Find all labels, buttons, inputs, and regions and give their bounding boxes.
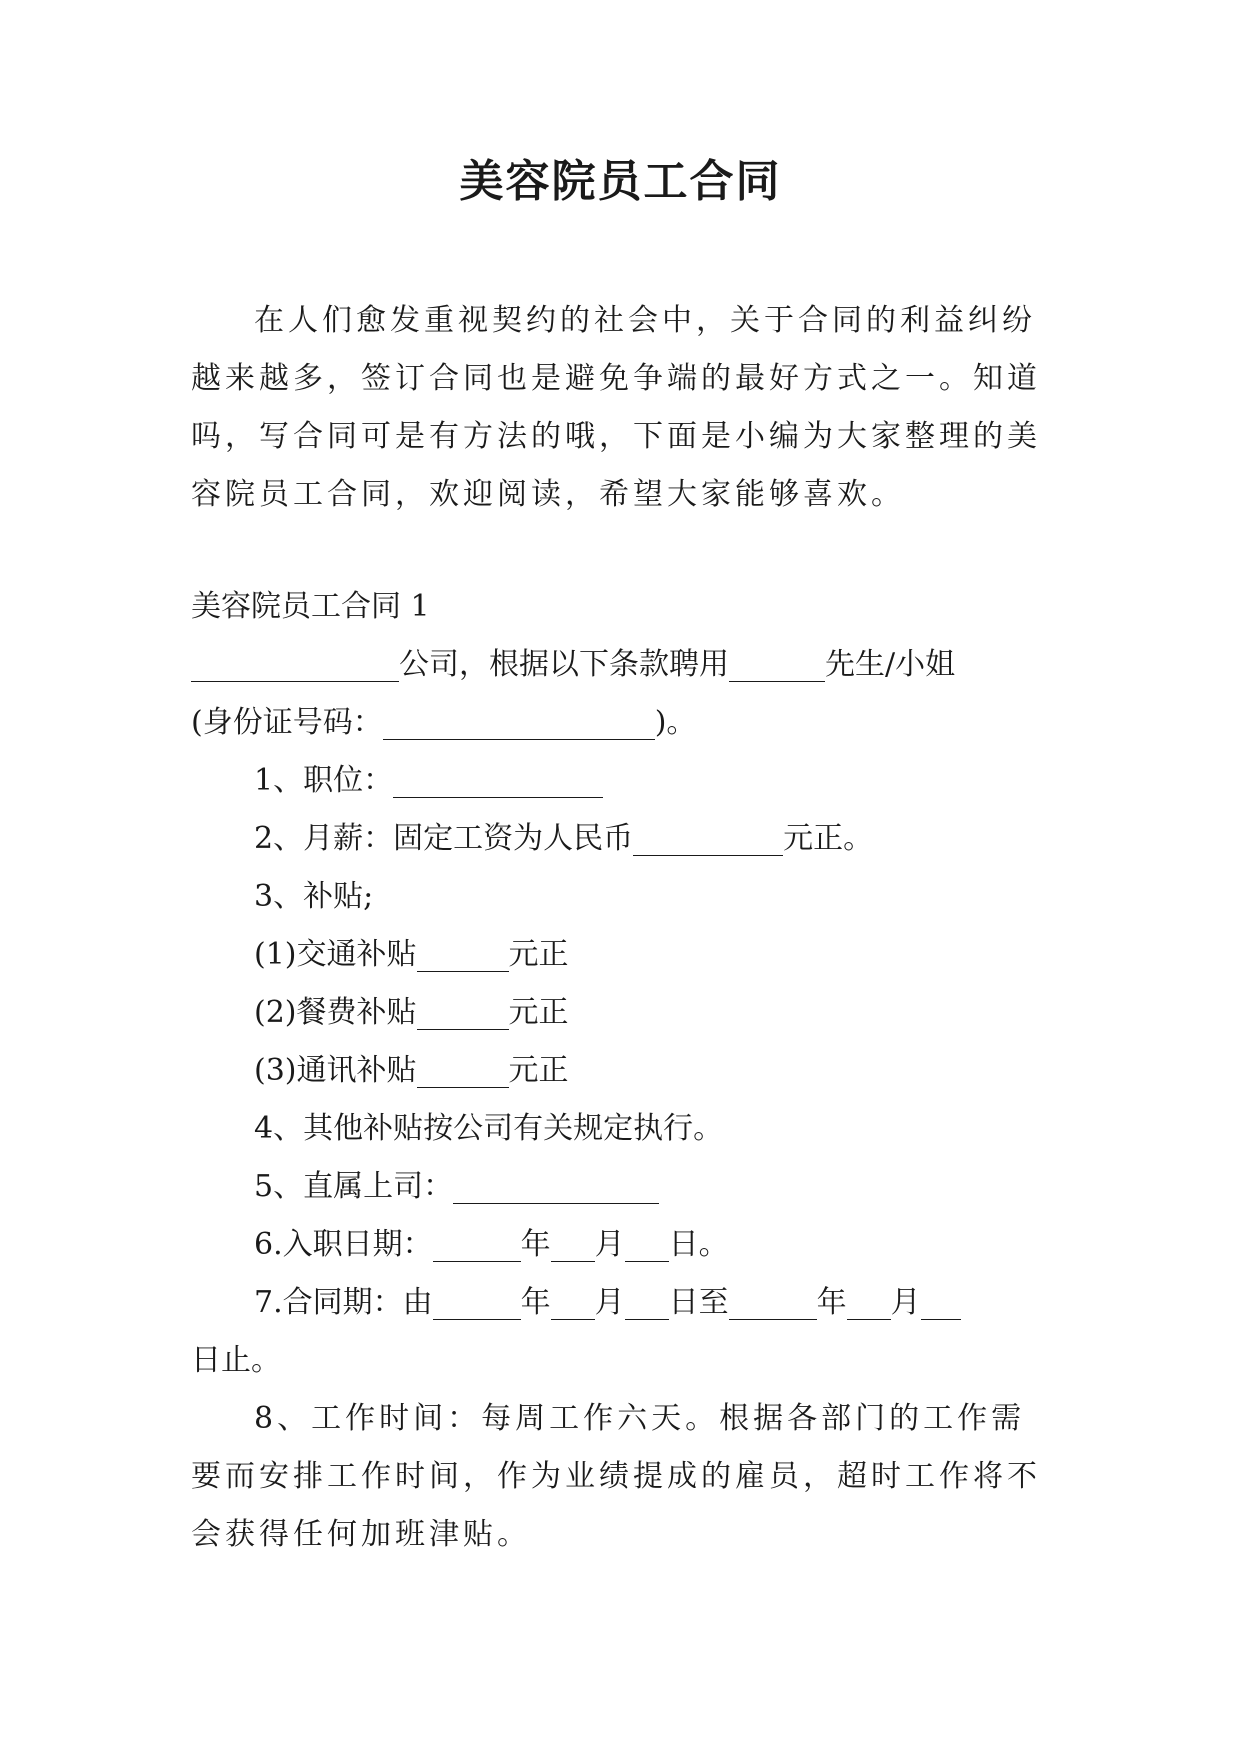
start-day-blank[interactable]: [625, 1227, 669, 1262]
month-label: 月: [890, 1285, 921, 1320]
allowance-unit: 元正: [508, 1053, 569, 1088]
to-day-blank[interactable]: [921, 1285, 961, 1320]
employee-name-blank[interactable]: [729, 647, 825, 682]
supervisor-blank[interactable]: [453, 1169, 659, 1204]
start-date-label: 6.入职日期：: [254, 1227, 433, 1262]
employment-line: [191, 636, 1053, 694]
to-year-blank[interactable]: [729, 1285, 817, 1320]
allowance-blank[interactable]: [417, 937, 509, 972]
month-label: 月: [594, 1285, 625, 1320]
allowance-label: (2)餐费补贴: [254, 995, 417, 1030]
allowance-blank[interactable]: [417, 1053, 509, 1088]
allowance-unit: 元正: [508, 995, 569, 1030]
item-other-allowance: 4、其他补贴按公司有关规定执行。: [254, 1111, 724, 1146]
start-year-blank[interactable]: [433, 1227, 521, 1262]
allowance-label: (1)交通补贴: [254, 937, 417, 972]
from-year-blank[interactable]: [433, 1285, 521, 1320]
allowance-meal: [191, 984, 1053, 1042]
salary-prefix: 2、月薪：固定工资为人民币: [254, 821, 634, 856]
id-prefix: (身份证号码：: [191, 705, 383, 740]
allowance-label: (3)通讯补贴: [254, 1053, 417, 1088]
allowance-transport: [191, 926, 1053, 984]
allowance-unit: 元正: [508, 937, 569, 972]
day-label: 日。: [668, 1227, 729, 1262]
section-heading: 美容院员工合同 1: [191, 589, 430, 624]
position-label: 1、职位：: [254, 763, 394, 798]
document-title: 美容院员工合同: [459, 156, 782, 207]
year-label: 年: [520, 1285, 551, 1320]
day-to-label: 日至: [668, 1285, 729, 1320]
item-contract-period: [191, 1274, 1053, 1332]
from-month-blank[interactable]: [551, 1285, 595, 1320]
salary-blank[interactable]: [633, 821, 783, 856]
supervisor-label: 5、直属上司：: [254, 1169, 454, 1204]
contract-period-label: 7.合同期：由: [254, 1285, 433, 1320]
item-position: [191, 752, 1053, 810]
year-label: 年: [816, 1285, 847, 1320]
start-month-blank[interactable]: [551, 1227, 595, 1262]
item-supervisor: [191, 1158, 1053, 1216]
contract-period-end: 日止。: [191, 1343, 281, 1378]
allowance-communication: [191, 1042, 1053, 1100]
month-label: 月: [594, 1227, 625, 1262]
id-suffix: )。: [654, 705, 697, 740]
position-blank[interactable]: [393, 763, 603, 798]
allowance-blank[interactable]: [417, 995, 509, 1030]
year-label: 年: [520, 1227, 551, 1262]
intro-paragraph: 在人们愈发重视契约的社会中，关于合同的利益纠纷越来越多，签订合同也是避免争端的最好方式之一。知道吗，写合同可是有方法的哦，下面是小编为大家整理的美容院员工合同，欢迎阅读，希望大家能够喜欢。: [191, 303, 1041, 512]
to-month-blank[interactable]: [847, 1285, 891, 1320]
id-number-blank[interactable]: [383, 705, 655, 740]
document-body: [191, 292, 1053, 1564]
from-day-blank[interactable]: [625, 1285, 669, 1320]
item-salary: [191, 810, 1053, 868]
item-start-date: [191, 1216, 1053, 1274]
title-suffix: 先生/小姐: [825, 647, 956, 682]
company-name-blank[interactable]: [191, 647, 399, 682]
item-allowance: 3、补贴;: [254, 879, 374, 914]
item-work-hours: 8、工作时间：每周工作六天。根据各部门的工作需要而安排工作时间，作为业绩提成的雇员，超时工作将不会获得任何加班津贴。: [191, 1401, 1041, 1552]
salary-suffix: 元正。: [783, 821, 874, 856]
id-number-line: [191, 694, 1053, 752]
company-suffix: 公司，根据以下条款聘用: [399, 647, 729, 682]
